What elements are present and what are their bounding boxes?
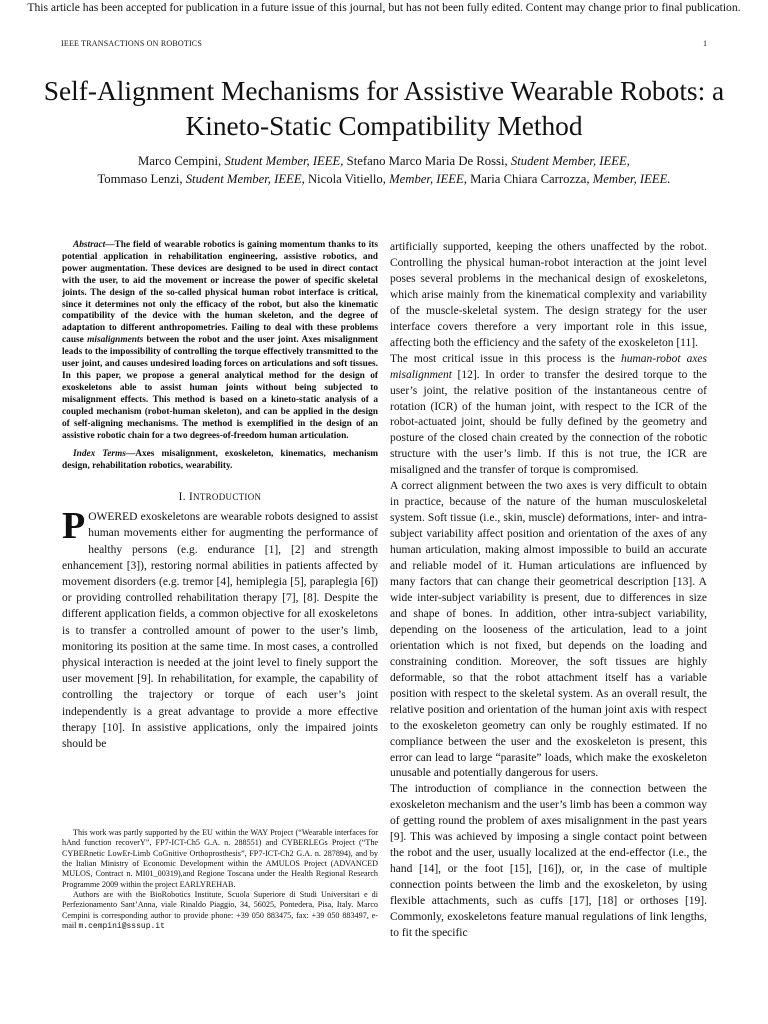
index-terms-label: Index Terms: [73, 449, 126, 460]
email-link[interactable]: m.cempini@sssup.it: [78, 922, 165, 932]
paper-title: Self-Alignment Mechanisms for Assistive Wearable Robots: a Kineto-Static Compatibility Method: [43, 76, 725, 141]
section-numeral: I.: [178, 491, 189, 504]
author-line-2: [20, 170, 748, 188]
index-terms: [62, 449, 378, 473]
running-head: IEEE TRANSACTIONS ON ROBOTICS: [61, 39, 202, 48]
introduction-text: exoskeletons are wearable robots designed to assist human movements either for augmenting the performance of healthy persons (e.g. endurance [1], [2] and strength enhancement [3]), restoring normal abilities in patients affected by movement disorders (e.g. tremor [4], hemiplegia [5], paraplegia [6]) or providing controlled rehabilitation therapy [7], [8]. Despite the different application fields, a common objective for all exoskeletons is to transfer a controlled amount of power to the user’s limb, monitoring its position at the same time. In most cases, a controlled physical interaction is needed at the joint level to finely support the user movement [9]. In rehabilitation, for example, the capability of controlling the trajectory or torque of each user’s joint independently is a great advantage to provide a more effective therapy [10]. In assistive applications, only the impaired joints should be: [62, 511, 378, 751]
affiliation-footnote: [62, 890, 378, 932]
author-name: Marco Cempini,: [138, 154, 222, 168]
abstract-emphasis: misalignments: [87, 335, 144, 346]
author-name: Maria Chiara Carrozza,: [470, 172, 590, 186]
page-number: 1: [703, 39, 707, 48]
body-emphasis: human-robot axes misalignment: [390, 352, 707, 381]
author-name: Nicola Vitiello,: [307, 172, 386, 186]
author-list: [20, 152, 748, 188]
right-column: [390, 240, 707, 942]
author-role: Member, IEEE,: [389, 172, 467, 186]
index-terms-text: —Axes misalignment, exoskeleton, kinematics, mechanism design, rehabilitation robotics, wearability.: [62, 449, 378, 472]
section-title-rest: NTRODUCTION: [193, 492, 262, 503]
author-name: Tommaso Lenzi,: [97, 172, 183, 186]
author-role: Student Member, IEEE,: [185, 172, 305, 186]
body-paragraph: A correct alignment between the two axes is very difficult to obtain in practice, because of the nature of the human musculoskeletal system. Soft tissue (i.e., skin, muscle) deformations, inter- and intra-subject variability affect position and orientation of the axes of any human articulation, making almost impossible to build an accurate and reliable model of it. Human articulations are influenced by many factors that can change their geometrical description [13]. A wide inter-subject variability is present, due to differences in size and shape of bones. In addition, other intra-subject variability, depending on the looseness of the articulation, lead to a joint orientation which is not fixed, but depends on the loading and constraining condition. Moreover, the soft tissues are highly deformable, so that the robot attachment itself has a variable position with respect to the skeletal system. As an overall result, the relative position and orientation of the human joint axis with respect to the exoskeleton geometry can only be roughly estimated. If no compliance between the user and the exoskeleton is present, this error can lead to large “parasite” loads, which make the exoskeleton unusable and potentially dangerous for users.: [390, 480, 707, 780]
drop-cap: P: [62, 505, 86, 548]
footnotes: [62, 828, 378, 932]
body-text: The most critical issue in this process is the: [390, 352, 621, 365]
body-text: [12]. In order to transfer the desired torque to the user’s joint, the relative position of the instantaneous centre of rotation (ICR) of the human joint, with respect to the ICR of the robot-actuated joint, should be fully defined by the geometry and posture of the closed chain created by the connection of the robotic structure with the user’s limb. If this is not true, the ICR are misaligned and the transfer of torque is compromised.: [390, 368, 707, 477]
abstract: [62, 240, 378, 442]
abstract-label: Abstract: [73, 240, 106, 250]
body-paragraph: [390, 352, 707, 480]
author-role: Member, IEEE.: [592, 172, 671, 186]
first-word-caps: OWERED: [88, 511, 138, 524]
abstract-text: —The field of wearable robotics is gaining momentum thanks to its potential application in rehabilitation engineering, assistive robotics, and power augmentation. These devices are designed to be used in direct contact with the user, to aid the movement or increase the power of specific skeletal joints. The design of the so-called physical human robot interface is critical, since it determines not only the efficacy of the robot, but also the kinematic compatibility of the device with the human skeleton, and the degree of adaptation to different anthropometries. Failing to deal with these problems cause: [62, 240, 378, 346]
section-heading-introduction: [62, 491, 378, 503]
introduction-paragraph: [62, 505, 378, 752]
author-line-1: [20, 152, 748, 170]
author-role: Student Member, IEEE,: [510, 154, 630, 168]
funding-footnote: This work was partly supported by the EU within the WAY Project (“Wearable interfaces for hAnd function recoverY”, FP7-ICT-Ch5 G.A. n. 288551) and CYBERLEGs Project (“The CYBERnetic LowEr-Limb CoGnitive Orthoprosthesis”, FP7-ICT-Ch2 G.A. n. 287894), and by the Italian Ministry of Economic Development within the AMULOS Project (ADVANCED MULOS, Contract n. MI01_00319),and Regione Toscana under the Health Regional Research Programme 2009 within the project EARLYREHAB.: [62, 828, 378, 889]
publication-notice: This article has been accepted for publication in a future issue of this journal, but has not been fully edited. Content may change prior to final publication.: [27, 1, 741, 14]
body-paragraph: The introduction of compliance in the connection between the exoskeleton mechanism and the user’s limb has been a common way of getting round the problem of axes misalignment in the past years [9]. This was achieved by imposing a single contact point between the robot and the user, usually localized at the end-effector (i.e., the hand [14], or the foot [15], [16]), or, in the case of multiple connection points between the limb and the exoskeleton, by using flexible attachments, such as cuffs [17], [18] or orthoses [19]. Commonly, exoskeletons feature manual regulations of link lengths, to fit the specific: [390, 783, 707, 939]
section-initial: I: [188, 491, 194, 504]
body-paragraph: artificially supported, keeping the others unaffected by the robot. Controlling the physical human-robot interaction at the joint level poses several problems in the mechanical design of exoskeletons, which arise mainly from the kinematical complexity and variability of the muscle-skeletal system. The design strategy for the user interface covers therefore a very important role in this issue, affecting both the efficiency and the safety of the exoskeleton [11].: [390, 241, 707, 349]
author-name: Stefano Marco Maria De Rossi,: [346, 154, 508, 168]
abstract-text: between the robot and the user joint. Axes misalignment leads to the impossibility of controlling the torque effectively transmitted to the user joint, and causes undesired loading forces on articulations and soft tissues. In this paper, we propose a general analytical method for the design of exoskeletons able to assist human joints without being subjected to misalignment effects. This method is based on a kineto-static analysis of a coupled mechanism (robot-human skeleton), and can be applied in the design of self-aligning mechanisms. The method is exemplified in the design of an assistive robotic chain for a two degrees-of-freedom human articulation.: [62, 335, 378, 441]
left-column: [62, 240, 378, 752]
author-role: Student Member, IEEE,: [224, 154, 344, 168]
affiliation-text: Authors are with the BioRobotics Institute, Scuola Superiore di Studi Universitari e di Perfezionamento Sant’Anna, viale Rinaldo Piaggio, 34, 56025, Pontedera, Pisa, Italy. Marco Cempini is corresponding author to provide phone: +39 050 883475, fax: +39 050 883497, e-mail: [62, 890, 378, 931]
